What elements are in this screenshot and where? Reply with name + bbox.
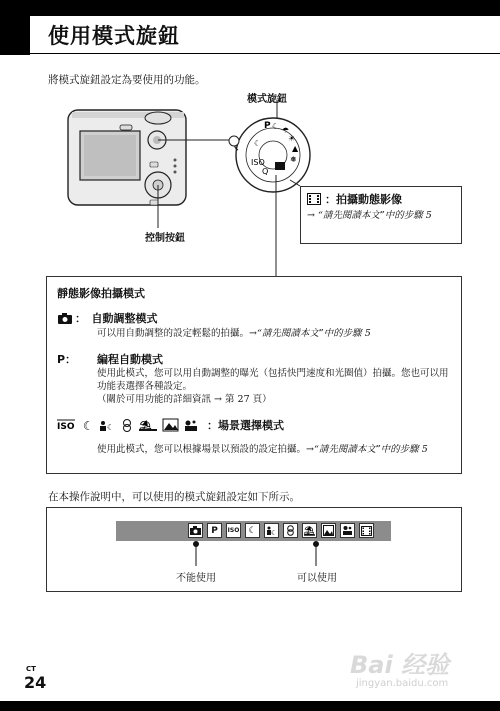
movie-mode-title	[307, 191, 455, 207]
svg-text:Q: Q	[262, 167, 269, 176]
mode-dial-label: 模式旋鈕	[247, 94, 287, 105]
page-title: 使用模式旋鈕	[48, 24, 180, 48]
program-mode-row	[57, 351, 163, 367]
camera-body-icon	[68, 110, 186, 205]
landscape-icon	[163, 419, 178, 431]
svg-text:☾: ☾	[272, 122, 280, 131]
beach-icon	[139, 420, 157, 432]
usage-text: 在本操作說明中，可以使用的模式旋鈕設定如下所示。	[48, 491, 300, 503]
svg-text:❅: ❅	[290, 155, 297, 164]
program-symbol: P：	[57, 353, 77, 366]
program-icon: P	[207, 523, 222, 538]
svg-text:⛱: ⛱	[139, 421, 152, 432]
high-sensitivity-icon: ISO	[226, 523, 241, 538]
movie-mode-callout	[300, 186, 462, 244]
available-label: 可以使用	[297, 573, 337, 584]
still-mode-heading: 靜態影像拍攝模式	[57, 287, 145, 300]
availability-box	[46, 507, 462, 592]
soft-snap-icon	[283, 523, 298, 538]
program-mode-text: 使用此模式，您可以用自動調整的曝光（包括快門速度和光圈值）拍攝。您也可以用功能表選擇各種設定。	[97, 368, 449, 392]
mode-dial-icon	[229, 118, 310, 192]
snow-icon	[340, 523, 355, 538]
svg-text:ISO: ISO	[57, 422, 75, 432]
svg-text:☾: ☾	[271, 529, 277, 536]
language-code: CT	[26, 665, 36, 673]
film-icon	[307, 193, 321, 205]
beach-icon	[302, 523, 317, 538]
page-number: 24	[24, 673, 47, 692]
program-mode-label: 編程自動模式	[97, 353, 163, 366]
auto-mode-description	[97, 328, 452, 341]
unavailable-label: 不能使用	[176, 573, 216, 584]
twilight-portrait-icon	[264, 523, 279, 538]
scene-icons	[57, 418, 207, 432]
svg-text:☾: ☾	[254, 139, 262, 148]
scene-mode-row	[57, 417, 284, 433]
film-icon	[359, 523, 374, 538]
svg-text:☀: ☀	[288, 134, 296, 143]
moon-icon: ☾	[245, 523, 260, 538]
bottom-bar	[0, 701, 500, 711]
movie-mode-label: ：拍攝動態影像	[325, 193, 402, 206]
svg-text:P: P	[264, 121, 271, 131]
svg-text:☾: ☾	[107, 423, 115, 432]
svg-text:⛱: ⛱	[304, 526, 315, 535]
watermark-url: jingyan.baidu.com	[356, 678, 449, 689]
intro-text: 將模式旋鈕設定為要使用的功能。	[48, 74, 206, 86]
control-button-label: 控制按鈕	[145, 233, 185, 244]
mode-availability-strip	[116, 521, 391, 541]
camera-icon	[188, 523, 203, 538]
snow-icon	[185, 421, 197, 432]
movie-mode-reference: → “請先閱讀本文”中的步驟 5	[307, 210, 432, 221]
moon-icon: ☾	[83, 419, 94, 432]
scene-mode-label: ：場景選擇模式	[207, 419, 284, 432]
svg-text:▲: ▲	[292, 144, 299, 153]
high-sensitivity-icon	[57, 420, 75, 432]
auto-mode-ref: “請先閱讀本文”中的步驟 5	[256, 328, 371, 339]
auto-mode-text: 可以用自動調整的設定輕鬆的拍攝。→	[97, 328, 257, 339]
soft-snap-icon	[124, 420, 131, 432]
auto-mode-row	[57, 310, 158, 326]
program-mode-description	[97, 368, 452, 406]
camera-icon	[57, 312, 73, 324]
svg-text:ISO: ISO	[251, 158, 265, 167]
landscape-icon	[321, 523, 336, 538]
scene-mode-text: 使用此模式，您可以根據場景以預設的設定拍攝。→	[97, 444, 314, 455]
watermark-logo: Bai 经验	[350, 651, 450, 679]
still-mode-panel	[46, 276, 462, 474]
program-mode-page-ref: （關於可用功能的詳細資訊 → 第 27 頁）	[97, 393, 272, 405]
twilight-portrait-icon	[100, 421, 114, 432]
svg-text:☂: ☂	[282, 126, 290, 135]
scene-mode-ref: “請先閱讀本文”中的步驟 5	[313, 444, 428, 455]
scene-mode-description	[97, 444, 452, 457]
auto-mode-label: ： 自動調整模式	[75, 312, 158, 325]
